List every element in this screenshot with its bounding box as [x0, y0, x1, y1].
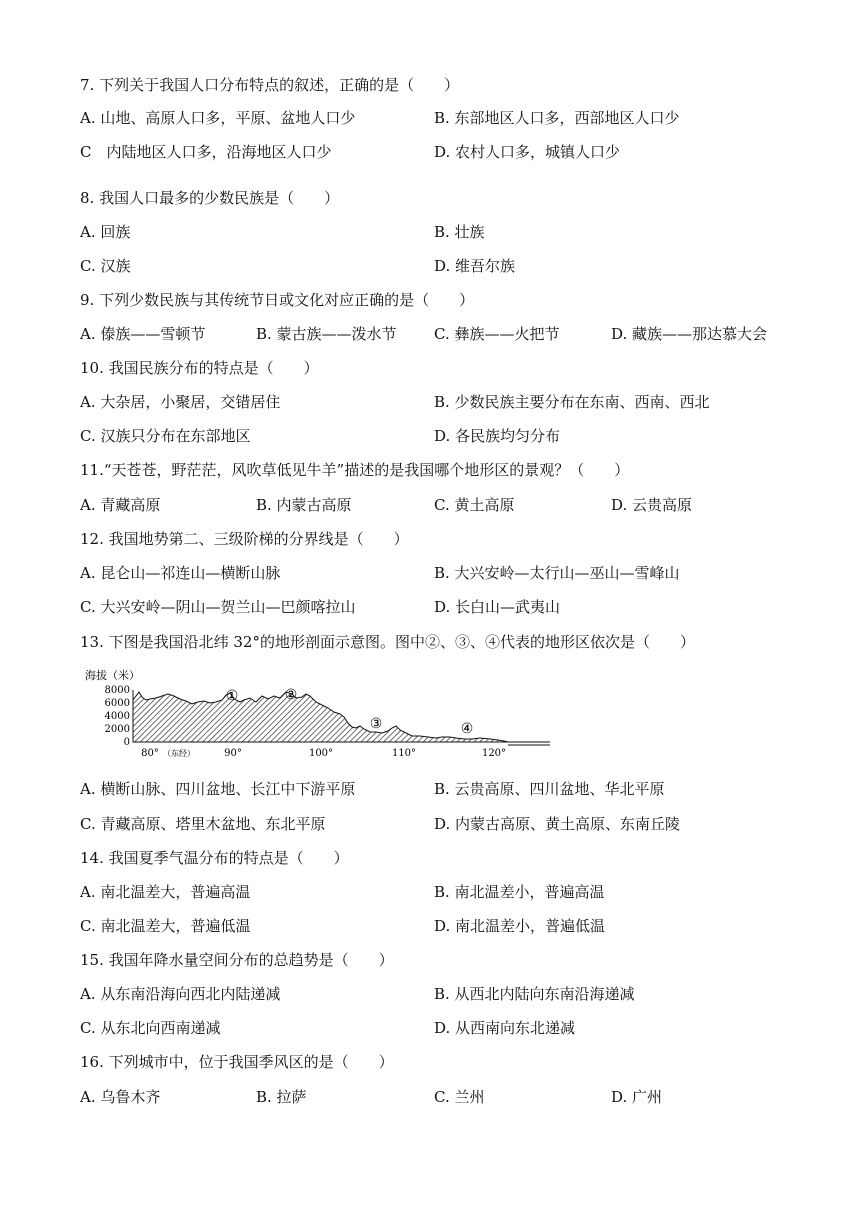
- q13-option-d[interactable]: D. 内蒙古高原、黄土高原、东南丘陵: [434, 815, 681, 833]
- q13-option-c[interactable]: C. 青藏高原、塔里木盆地、东北平原: [80, 815, 326, 833]
- xtick-110: 110°: [391, 748, 417, 759]
- ytick-6000: 6000: [104, 698, 130, 709]
- q14-option-a[interactable]: A. 南北温差大，普遍高温: [80, 883, 251, 901]
- q7-option-a[interactable]: A. 山地、高原人口多，平原、盆地人口少: [80, 109, 356, 127]
- q11-option-d[interactable]: D. 云贵高原: [611, 496, 693, 514]
- marker-1: ①: [225, 688, 239, 704]
- xtick-120: 120°: [481, 748, 507, 759]
- q9-option-d[interactable]: D. 藏族——那达慕大会: [611, 325, 768, 343]
- ytick-8000: 8000: [104, 685, 130, 696]
- q12-option-c[interactable]: C. 大兴安岭—阴山—贺兰山—巴颜喀拉山: [80, 598, 356, 616]
- q14-option-d[interactable]: D. 南北温差小，普遍低温: [434, 917, 606, 935]
- q7-option-b[interactable]: B. 东部地区人口多，西部地区人口少: [434, 109, 680, 127]
- marker-4: ④: [460, 721, 474, 737]
- q11-option-a[interactable]: A. 青藏高原: [80, 496, 161, 514]
- question-13-stem: 13. 下图是我国沿北纬 32°的地形剖面示意图。图中②、③、④代表的地形区依次是（ ）: [80, 633, 695, 651]
- q10-option-d[interactable]: D. 各民族均匀分布: [434, 427, 561, 445]
- q16-option-b[interactable]: B. 拉萨: [256, 1088, 307, 1106]
- question-12-stem: 12. 我国地势第二、三级阶梯的分界线是（ ）: [80, 530, 409, 548]
- q9-option-b[interactable]: B. 蒙古族——泼水节: [256, 325, 397, 343]
- q14-option-b[interactable]: B. 南北温差小，普遍高温: [434, 883, 605, 901]
- question-15-stem: 15. 我国年降水量空间分布的总趋势是（ ）: [80, 951, 394, 969]
- question-10-stem: 10. 我国民族分布的特点是（ ）: [80, 359, 319, 377]
- q9-option-c[interactable]: C. 彝族——火把节: [434, 325, 560, 343]
- q15-option-b[interactable]: B. 从西北内陆向东南沿海递减: [434, 985, 635, 1003]
- question-14-stem: 14. 我国夏季气温分布的特点是（ ）: [80, 849, 349, 867]
- q8-option-c[interactable]: C. 汉族: [80, 257, 131, 275]
- ytick-4000: 4000: [104, 711, 130, 722]
- marker-3: ③: [369, 716, 383, 732]
- q16-option-a[interactable]: A. 乌鲁木齐: [80, 1088, 161, 1106]
- q12-option-b[interactable]: B. 大兴安岭—太行山—巫山—雪峰山: [434, 564, 680, 582]
- question-9-stem: 9. 下列少数民族与其传统节日或文化对应正确的是（ ）: [80, 291, 475, 309]
- terrain-profile-figure: [80, 666, 560, 766]
- q8-option-a[interactable]: A. 回族: [80, 223, 131, 241]
- q11-option-b[interactable]: B. 内蒙古高原: [256, 496, 352, 514]
- xtick-unit: （东经）: [163, 749, 195, 758]
- xtick-100: 100°: [308, 748, 334, 759]
- q10-option-c[interactable]: C. 汉族只分布在东部地区: [80, 427, 251, 445]
- q8-option-b[interactable]: B. 壮族: [434, 223, 485, 241]
- q7-option-c[interactable]: C 内陆地区人口多，沿海地区人口少: [80, 143, 332, 161]
- q9-option-a[interactable]: A. 傣族——雪顿节: [80, 325, 206, 343]
- ytick-0: 0: [123, 737, 130, 748]
- q11-option-c[interactable]: C. 黄土高原: [434, 496, 515, 514]
- xtick-90: 90°: [224, 748, 242, 759]
- figure-ylabel: 海拔（米）: [85, 669, 140, 682]
- q7-option-d[interactable]: D. 农村人口多，城镇人口少: [434, 143, 621, 161]
- q10-option-a[interactable]: A. 大杂居，小聚居，交错居住: [80, 393, 281, 411]
- q16-option-c[interactable]: C. 兰州: [434, 1088, 485, 1106]
- q8-option-d[interactable]: D. 维吾尔族: [434, 257, 516, 275]
- q15-option-d[interactable]: D. 从西南向东北递减: [434, 1019, 576, 1037]
- ytick-2000: 2000: [104, 724, 130, 735]
- question-11-stem: 11.“天苍苍，野茫茫，风吹草低见牛羊”描述的是我国哪个地形区的景观？（ ）: [80, 461, 630, 479]
- question-16-stem: 16. 下列城市中，位于我国季风区的是（ ）: [80, 1053, 394, 1071]
- q10-option-b[interactable]: B. 少数民族主要分布在东南、西南、西北: [434, 393, 710, 411]
- terrain-profile: [133, 692, 508, 742]
- question-8-stem: 8. 我国人口最多的少数民族是（ ）: [80, 189, 340, 207]
- q15-option-a[interactable]: A. 从东南沿海向西北内陆递减: [80, 985, 281, 1003]
- marker-2: ②: [284, 687, 298, 703]
- q13-option-a[interactable]: A. 横断山脉、四川盆地、长江中下游平原: [80, 780, 356, 798]
- q12-option-a[interactable]: A. 昆仑山—祁连山—横断山脉: [80, 564, 281, 582]
- q16-option-d[interactable]: D. 广州: [611, 1088, 663, 1106]
- q14-option-c[interactable]: C. 南北温差大，普遍低温: [80, 917, 251, 935]
- q12-option-d[interactable]: D. 长白山—武夷山: [434, 598, 561, 616]
- q15-option-c[interactable]: C. 从东北向西南递减: [80, 1019, 221, 1037]
- xtick-80: 80°: [141, 748, 159, 759]
- question-7-stem: 7. 下列关于我国人口分布特点的叙述，正确的是（ ）: [80, 76, 460, 94]
- q13-option-b[interactable]: B. 云贵高原、四川盆地、华北平原: [434, 780, 665, 798]
